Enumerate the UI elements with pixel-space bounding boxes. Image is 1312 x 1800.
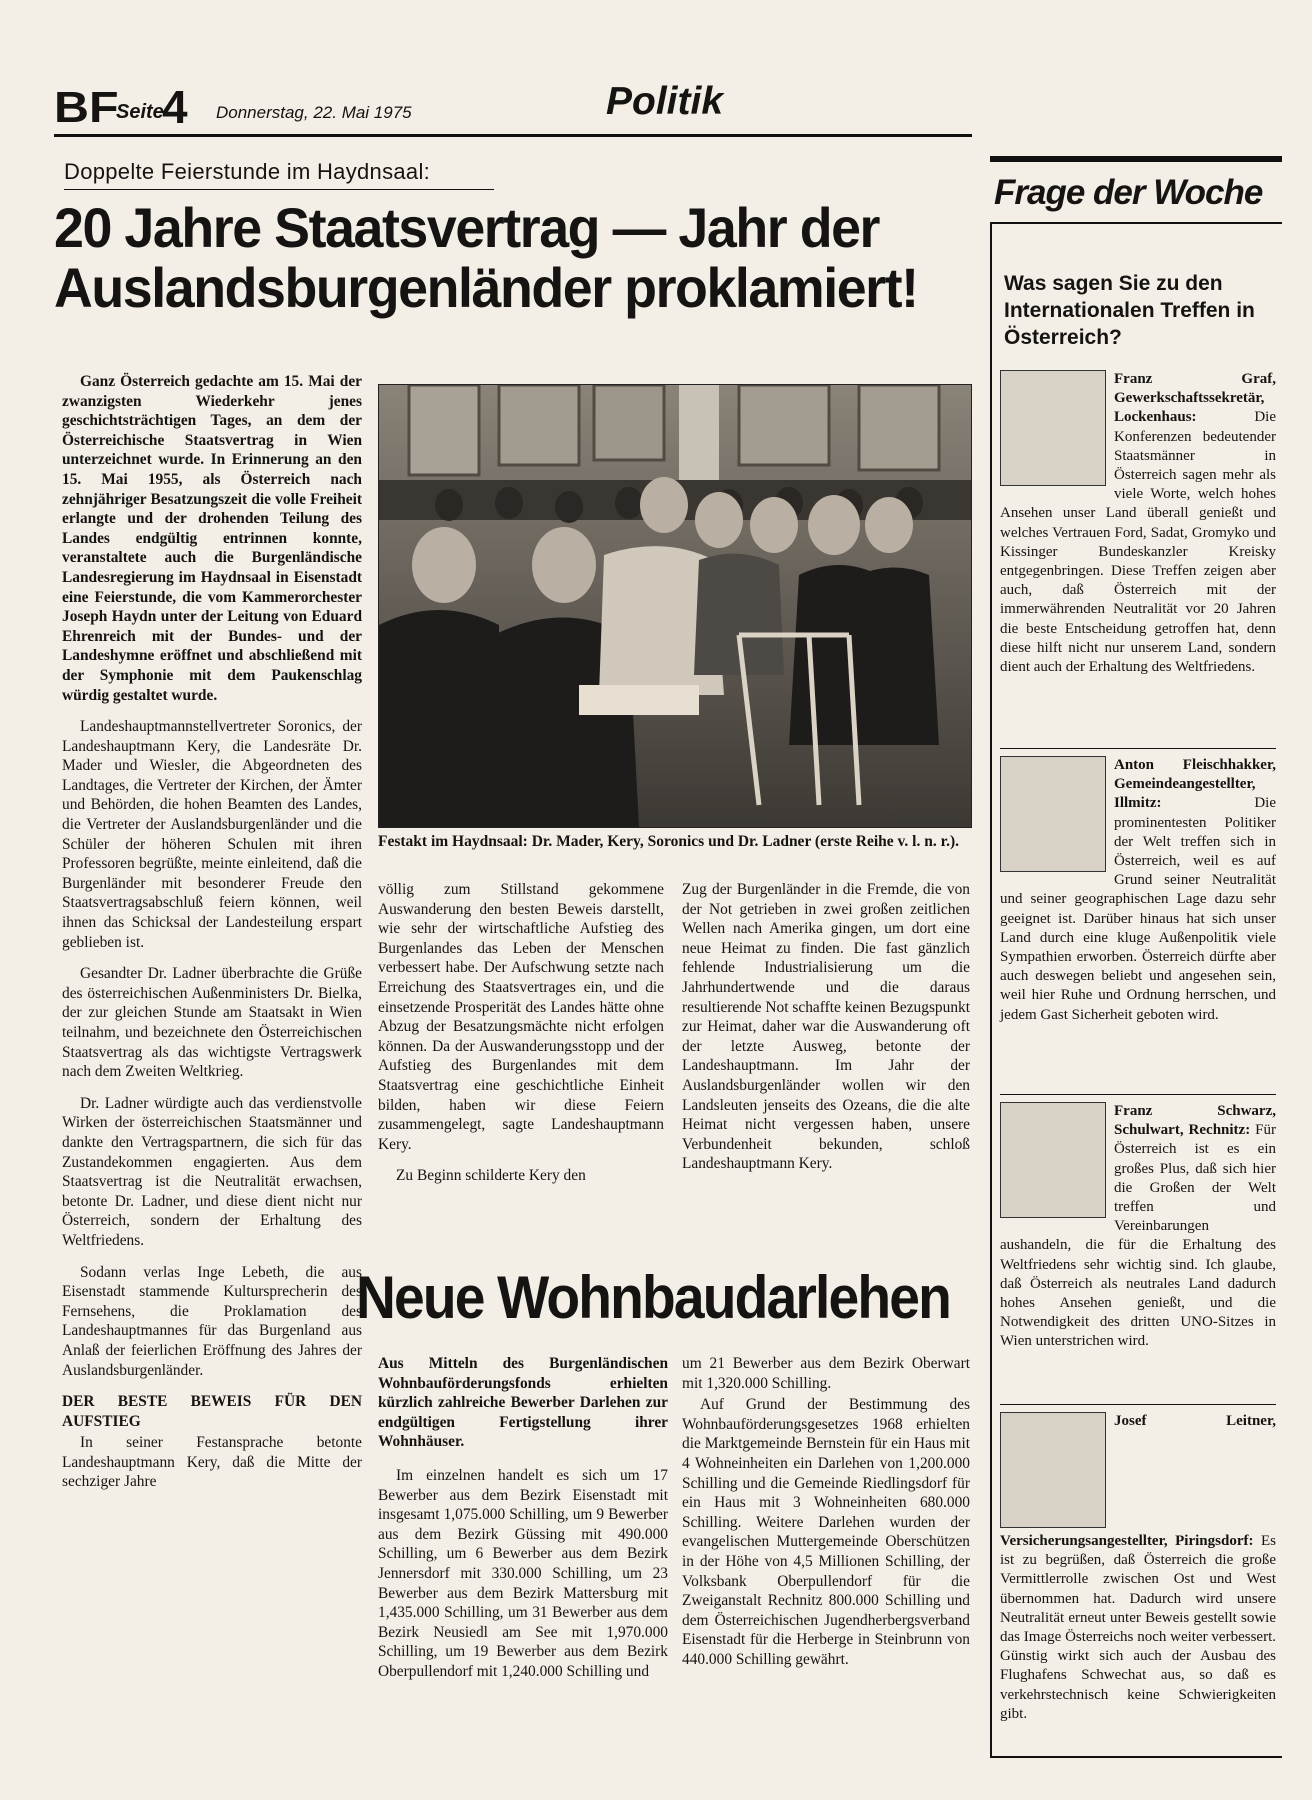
- answer-divider: [1000, 748, 1276, 749]
- article-column-2: [378, 880, 664, 1186]
- issue-date: Donnerstag, 22. Mai 1975: [216, 103, 412, 122]
- article-paragraph: Zug der Burgenländer in die Fremde, die von der Not getrieben in zwei großen zeitlichen Wellen nach Amerika gingen, um dort eine neue Heimat zu finden. Die fast gänzlich fehlende Industrialisierung um die Jahrhundertwende und die daraus resultierende Not schaffte keinen Bezugspunkt zur Heimat, daher war die Auswanderung oft der letzte Ausweg, betonte der Landeshauptmann. Im Jahr der Auslandsburgenländer wollen wir den Landsleuten jenseits des Ozeans, die die alte Heimat nicht vergessen haben, unsere Verbundenheit bekunden, schloß Landeshauptmann Kery.: [682, 881, 970, 1173]
- interviewee-answer: Die prominentesten Politiker der Welt treffen sich in Österreich, weil es auf Grund seiner Neutralität und seiner geographischen Lage dazu sehr geeignet ist. Darüber hinaus hat sich unser Land durch eine kluge Außenpolitik viele Sympathien erworben. Österreich dürfte aber auch deswegen beliebt und angesehen sein, weil hier Ruhe und Ordnung herrschen, und jedem Gast Sicherheit geboten wird.: [1000, 795, 1276, 1023]
- interviewee-name: Franz Schwarz, Schulwart, Rechnitz:: [1114, 1103, 1276, 1139]
- interview-answer: [1000, 756, 1276, 1025]
- sidebar-frame: [990, 222, 992, 1758]
- answer-divider: [1000, 1404, 1276, 1405]
- article-paragraph: Dr. Ladner würdigte auch das verdienstvolle Wirken der österreichischen Staatsmänner und dankte den Vertragspartnern, die sich für das Zustandekommen engagierten. Aus dem Staatsvertrag ist die Neutralität erwachsen, betonte Dr. Ladner, und diese dient nicht nur Österreich, sondern der Erhaltung des Weltfriedens.: [62, 1094, 362, 1249]
- interview-answer: [1000, 370, 1276, 677]
- interviewee-name: Anton Fleischhakker, Gemeindeangestellter, Illmitz:: [1114, 757, 1276, 812]
- newspaper-logo: BF: [54, 83, 119, 132]
- sidebar-top-rule: [990, 156, 1282, 162]
- kicker-rule: [64, 189, 494, 190]
- sidebar-question: Was sagen Sie zu den Internationalen Treffen in Österreich?: [1004, 272, 1255, 349]
- article-paragraph: Landeshauptmannstellvertreter Soronics, der Landeshauptmann Kery, die Landesräte Dr. Mader und Wiesler, die Abgeordneten des Landtages, die Vertreter der Kirchen, der Ämter und Behörden, die hohen Beamten des Landes, die Vertreter der Auslandsburgenländer und die Schüler der höheren Schulen mit ihren Professoren begrüßte, meinte einleitend, daß die Burgenländer mit besonderer Freude den Staatsvertragsabschluß feiern können, weil ihnen das Schicksal der Landesteilung erspart geblieben ist.: [62, 718, 362, 951]
- photo-caption: Festakt im Haydnsaal: Dr. Mader, Kery, Soronics und Dr. Ladner (erste Reihe v. l. n. r.).: [378, 833, 959, 850]
- answer-divider: [1000, 1094, 1276, 1095]
- header-rule: [54, 134, 972, 137]
- page-number: 4: [162, 81, 188, 133]
- portrait-photo: [1000, 1102, 1106, 1218]
- second-article-headline: Neue Wohnbaudarlehen: [356, 1264, 950, 1331]
- second-article-column-2: [682, 1354, 970, 1670]
- audience-photo-illustration: [379, 385, 971, 827]
- section-title: Politik: [606, 80, 724, 123]
- event-photo: [378, 384, 972, 828]
- article-headline: 20 Jahre Staatsvertrag — Jahr der Auslandsburgenländer proklamiert!: [54, 196, 918, 320]
- interviewee-answer: Es ist zu begrüßen, daß Österreich die große Vermittlerrolle zwischen Ost und West übernommen hat. Dadurch wird unsere Neutralität erneut unter Beweis gestellt sowie das Image Österreichs noch weiter verbessert. Günstig wirkt sich auch der Ausbau des Flughafens Schwechat aus, so daß es verkehrstechnisch keine Schwierigkeiten gibt.: [1000, 1533, 1277, 1722]
- interviewee-name: Franz Graf, Gewerkschaftssekretär, Lockenhaus:: [1114, 371, 1276, 426]
- article-paragraph: Sodann verlas Inge Lebeth, die aus Eisenstadt stammende Kultursprecherin des Fernsehens, die Proklamation des Landeshauptmannes für das Burgenland aus Anlaß der feierlichen Eröffnung des Jahres der Auslandsburgenländer.: [62, 1263, 362, 1379]
- article-paragraph: Auf Grund der Bestimmung des Wohnbauförderungsgesetzes 1968 erhielten die Marktgemeinde Bernstein für ein Haus mit 4 Wohneinheiten ein Darlehen von 1,200.000 Schilling und die Gemeinde Riedlingsdorf für ein Haus mit 3 Wohneinheiten 680.000 Schilling. Weitere Darlehen wurden der evangelischen Muttergemeinde Oberschützen in der Höhe von 4,5 Millionen Schilling, der Volksbank Oberpullendorf für die Zweiganstalt Rechnitz 800.000 Schilling und dem Österreichischen Jugendherbergsverband Eisenstadt für die Herberge in Steinbrunn von 440.000 Schilling gewährt.: [682, 1396, 970, 1668]
- portrait-photo: [1000, 370, 1106, 486]
- article-column-3: [682, 880, 970, 1186]
- article-paragraph: Im einzelnen handelt es sich um 17 Bewerber aus dem Bezirk Eisenstadt mit insgesamt 1,075.000 Schilling, um 9 Bewerber aus dem Bezirk Güssing mit 490.000 Schilling, um 6 Bewerber aus dem Bezirk Jennersdorf mit 330.000 Schilling, um 23 Bewerber aus dem Bezirk Mattersburg mit 1,435.000 Schilling, um 31 Bewerber aus dem Bezirk Neusiedl am See mit 1,970.000 Schilling, um 19 Bewerber aus dem Bezirk Oberpullendorf mit 1,240.000 Schilling und: [378, 1467, 668, 1680]
- article-paragraph: In seiner Festansprache betonte Landeshauptmann Kery, daß die Mitte der sechziger Jahre: [62, 1434, 362, 1491]
- page-label: Seite: [116, 101, 164, 123]
- article-lead: Ganz Österreich gedachte am 15. Mai der zwanzigsten Wiederkehr jenes geschichtsträchtigen Tages, an dem der Österreichische Staatsvertrag in Wien unterzeichnet wurde. In Erinnerung an den 15. Mai 1955, als Österreich nach zehnjähriger Besatzungszeit die volle Freiheit erlangte und der drohenden Teilung des Landes endgültig entrinnen konnte, veranstaltete auch die Burgenländische Landesregierung im Haydnsaal in Eisenstadt eine Feierstunde, die vom Kammerorchester Joseph Haydn unter der Leitung von Eduard Ehrenreich mit der Bundes- und der Landeshymne eröffnet und abschließend mit der Symphonie mit dem Paukenschlag würdig gestaltet wurde.: [62, 373, 362, 704]
- article-paragraph: völlig zum Stillstand gekommene Auswanderung den besten Beweis darstellt, wie sehr der wirtschaftliche Aufstieg des Burgenlandes das Leben der Menschen verbessert habe. Der Aufschwung setzte nach Erreichung des Staatsvertrages ein, und die einsetzende Prosperität des Landes hätte ohne Abzug der Besatzungsmächte nicht erfolgen können. Da der Auswanderungsstopp und der Aufstieg des Burgenlandes mit dem Staatsvertrag eine geschichtliche Einheit bilden, haben wir diese Feiern zusammengelegt, sagte Landeshauptmann Kery.: [378, 881, 664, 1153]
- second-article-column-1: [378, 1466, 668, 1682]
- article-column-1: [62, 372, 362, 1492]
- sidebar-title: Frage der Woche: [994, 173, 1263, 212]
- article-paragraph: Gesandter Dr. Ladner überbrachte die Grüße des österreichischen Außenministers Dr. Bielka, der zur gleichen Stunde am Staatsakt in Wien teilnahm, und bezeichnete den Österreichischen Staatsvertrag als das wichtigste Vertragswerk nach dem Zweiten Weltkrieg.: [62, 965, 362, 1081]
- article-kicker: Doppelte Feierstunde im Haydnsaal:: [64, 159, 431, 184]
- interview-answer: [1000, 1412, 1276, 1724]
- article-paragraph: Zu Beginn schilderte Kery den: [396, 1167, 586, 1185]
- interview-answer: [1000, 1102, 1276, 1352]
- interviewee-answer: Die Konferenzen bedeutender Staatsmänner in Österreich sagen mehr als viele Worte, welch hohes Ansehen unser Land überall genießt und welches Vertrauen Ford, Sadat, Gromyko und Kissinger Bundeskanzler Kreisky entgegenbringen. Diese Treffen zeigen aber auch, daß Österreich mit der immerwährenden Neutralität vor 20 Jahren die beste Entscheidung getroffen hat, denn diese hilft nicht nur unserem Land, sondern dient auch der Erhaltung des Weltfriedens.: [1000, 409, 1276, 676]
- portrait-photo: [1000, 1412, 1106, 1528]
- interviewee-name: Josef Leitner, Versicherungsangestellter, Piringsdorf:: [1000, 1413, 1276, 1549]
- sidebar-title-rule: [990, 222, 1282, 224]
- article-paragraph: um 21 Bewerber aus dem Bezirk Oberwart mit 1,320.000 Schilling.: [682, 1355, 970, 1392]
- article-subheading: DER BESTE BEWEIS FÜR DEN AUFSTIEG: [62, 1393, 362, 1430]
- portrait-photo: [1000, 756, 1106, 872]
- interviewee-answer: Für Österreich ist es ein großes Plus, daß sich hier die Großen der Welt treffen und Vereinbarungen aushandeln, die für die Erhaltung des Weltfriedens sehr wichtig sind. Ich glaube, daß Österreich als neutrales Land dadurch hohes Ansehen genießt, und die Notwendigkeit des dritten UNO-Sitzes in Wien unterstrichen wird.: [1000, 1122, 1276, 1350]
- sidebar-bottom-rule: [990, 1756, 1282, 1758]
- second-article-lead: Aus Mitteln des Burgenländischen Wohnbauförderungsfonds erhielten kürzlich zahlreiche Bewerber Darlehen zur endgültigen Fertigstellung ihrer Wohnhäuser.: [378, 1355, 668, 1451]
